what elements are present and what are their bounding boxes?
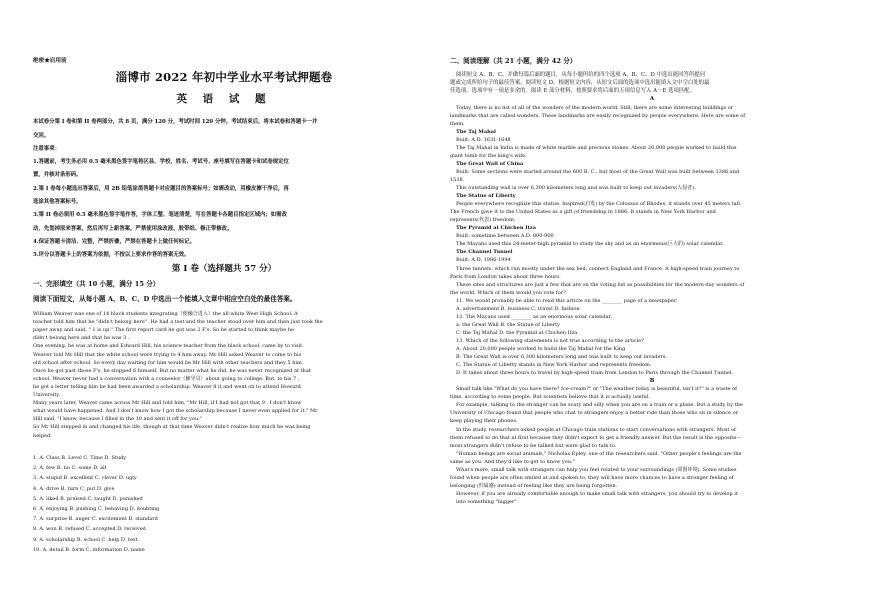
section-title: The Great Wall of China bbox=[456, 160, 524, 167]
passage-line: what would have happened. And I don't know how I got the scholarship because I never even applied for it." Mr bbox=[33, 408, 318, 415]
option-line: 1. A. Class B. Level C. Time D. Study bbox=[33, 455, 127, 461]
question-line: A. About 20,000 people worked to build the Taj Mahal for the King. bbox=[456, 346, 627, 352]
passage-a-line: The French gave it to the United States as a gift of friendship in 1886. It stands in New York Harbor and bbox=[450, 209, 716, 216]
passage-line: Once he got past those F's, he stopped 6 himself. But no matter what he did, he was never recognized at that bbox=[33, 367, 311, 374]
passage-a-line: represents(代表) freedom. bbox=[450, 217, 516, 224]
passage-line: Many years later, Weaver came across Mr Hill and told him, "Mr Hill, if I had not got that 9 , I don't know bbox=[33, 400, 302, 407]
option-line: 8. A. won B. refused C. accepted D. received bbox=[33, 526, 146, 533]
built-line: Built: A.D. 1986-1994 bbox=[456, 257, 511, 264]
option-line: 4. A. drive B. turn C. put D. give bbox=[33, 485, 115, 492]
notes-title: 注意事项： bbox=[33, 146, 60, 152]
passage-line: paper away and said, " 1 is up." The first report card he got was 2 F's. So he started to think maybe he bbox=[33, 327, 294, 334]
question-line: 13. Which of the following statements is not true according to the article? bbox=[456, 337, 644, 344]
built-line: Built: A.D. 1631-1648 bbox=[456, 136, 511, 143]
question-line: C. the Taj Mahal D. the Pyramid at Chichen Itza bbox=[456, 329, 578, 336]
question-line: C. The Statue of Liberty stands in New York Harbor and represents freedom. bbox=[456, 362, 652, 369]
passage-a-line: giant tomb for the king's wife. bbox=[450, 152, 527, 159]
passage-b-line: time, according to some people. But scientists believe that it is actually useful. bbox=[450, 394, 650, 401]
section-title: The Pyramid at Chichen Itza bbox=[456, 225, 537, 232]
note-line: 3.第 II 卷必须用 0.5 毫米黑色签字笔作答，字体工整、笔迹清楚，写在答题卡各题目指定区域内；如需改 bbox=[33, 212, 287, 218]
passage-line: So Mr Hill stepped in and changed his life, though at that time Weaver didn't realize how much he was being bbox=[33, 424, 311, 431]
passage-a-label: A bbox=[649, 96, 655, 102]
passage-a-line: them. bbox=[450, 120, 465, 127]
option-line: 9. A. scholarship B. school C. help D. test bbox=[33, 536, 138, 543]
passage-b-label: B bbox=[649, 378, 655, 385]
question-line: a. the Great Wall B. the Statue of Liberty bbox=[456, 321, 560, 328]
passage-b-line: For example, talking to the stranger can be scary and silly when you are on a train or a plane. But a study by the bbox=[456, 402, 743, 409]
note-line: 2.第 I 卷每小题选出答案后，用 2B 铅笔涂黑答题卡对应题目的答案标号；如需改动，用橡皮擦干净后，再 bbox=[33, 186, 289, 192]
passage-line: school. Weaver never had a conversation with a counselor（辅导员）about going to college. But, to his 7 , bbox=[33, 375, 300, 382]
option-line: 6. A. enjoying B. pushing C. behaving D. doubting bbox=[33, 506, 160, 512]
section-title: The Taj Mahal bbox=[456, 128, 496, 135]
question-line: A. advertisement B. business C. travel D. fashion bbox=[456, 305, 580, 312]
passage-b-line: most strangers didn't refuse to be talked but were glad to talk to. bbox=[450, 442, 617, 449]
secret-label: 绝密★启用前 bbox=[33, 58, 67, 64]
passage-line: old school after school. So every day waiting for him would be Mr Hill with other teachers and they 5 him. bbox=[33, 359, 304, 366]
question-line: 11. We would probably be able to read this article on the ________ page of a newspaper. bbox=[456, 297, 678, 304]
passage-a-line: Three tunnels, which run mostly under the sea bed, connect England and France. A high-speed train journey to bbox=[456, 265, 740, 272]
passage-line: William Weaver was one of 14 black students integrating（使融合进入）the all-white West High School. A bbox=[33, 311, 298, 317]
passage-b-line: What's more, small talk with strangers can help you feel related to your surroundings (周围环境). Some studies bbox=[456, 466, 737, 473]
passage-b-line: keep playing their phones. bbox=[450, 418, 518, 425]
passage-a-line: Built: Some sections were started around the 600 B. C., but most of the Great Wall was built between 1386 and bbox=[456, 168, 740, 175]
passage-a-line: These sites and structures are just a few that are on the voting list as possibilities for the modern-day wonders of bbox=[456, 281, 745, 288]
passage-a-line: Paris from London takes about three hours. bbox=[450, 273, 561, 280]
note-line: 置，并核对条形码。 bbox=[33, 172, 82, 178]
passage-a-line: Built: sometime between A.D. 800-900 bbox=[456, 233, 554, 240]
passage-line: didn't belong here and that he was 3 . bbox=[33, 335, 130, 342]
passage-b-line: found when people are often smiled at and spoken to, they will have more chances to have a stronger feeling of bbox=[450, 474, 734, 481]
section-title: The Statue of Liberty bbox=[456, 193, 516, 200]
question-line: 12. The Mayans used ________ as an enormous solar calendar. bbox=[456, 313, 612, 320]
reading-direction: 题或完成所给句子的最佳答案。阅读短文 D，根据短文内容，从短文后面的选项中选出能填入文中空白处的最 bbox=[450, 80, 710, 86]
option-line: 3. A. stupid B. excellent C. clever D. ugly bbox=[33, 475, 137, 482]
passage-a-line: People everywhere recognize this statue. Inspired(启发) by the Colossus of Rhodes, it stands over 45 meters tall. bbox=[456, 201, 742, 208]
section-title: The Channel Tunnel bbox=[456, 249, 513, 256]
note-line: 5.评分以答题卡上的答案为依据，不按以上要求作答的答案无效。 bbox=[33, 252, 190, 258]
option-line: 10. A. detail B. form C. information D. name bbox=[33, 546, 145, 553]
passage-a-line: This outstanding wall is over 6,300 kilometers long and was built to keep out invaders(入侵者). bbox=[456, 185, 696, 191]
passage-line: Weaver told Mr Hill that the white school were trying to 4 him away. Mr Hill asked Weaver to come to his bbox=[33, 351, 302, 358]
passage-a-line: 1538. bbox=[450, 176, 465, 183]
option-line: 7. A. surprise B. anger C. excitement D. standard bbox=[33, 516, 158, 523]
passage-b-line: belonging (归属感) instead of feeling like they are being forgotten. bbox=[450, 482, 618, 489]
option-line: 2. A. few B. no C. some D. all bbox=[33, 465, 107, 472]
passage-b-line: However, if you are already comfortable enough to make small talk with strangers, you should try to develop it bbox=[456, 490, 738, 497]
passage-line: teacher told him that he "didn't belong here". He had a test and the teacher stood over him and then just took the bbox=[33, 319, 323, 326]
option-line: 5. A. liked B. praised C. taught D. punished bbox=[33, 495, 143, 502]
question-line: B. The Great Wall is over 6,300 kilometers long and was built to keep out invaders. bbox=[456, 354, 667, 361]
passage-b-line: Small talk like "What do you have there? Ice-cream?" or "The weather today is beautiful, isn't it?" is a waste of bbox=[456, 386, 737, 393]
passage-b-line: them refused to do that at first because they didn't expect to get a friendly answer. But the result is the opposite— bbox=[450, 434, 742, 441]
passage-b-line: University of Chicago found that people who chat to strangers enjoy a better ride than those who sit in silence or bbox=[450, 410, 738, 417]
note-line: 4.保证答题卡清洁、完整，严禁折叠，严禁在答题卡上做任何标记。 bbox=[33, 239, 195, 245]
cloze-direction: 阅读下面短文，从每小题 A、B、C、D 中选出一个能填入文章中相应空白处的最佳答案。 bbox=[33, 295, 297, 303]
question-line: D. It takes about three hours to travel by high-speed train from London to Paris through the Channel Tunnel. bbox=[456, 370, 734, 377]
passage-a-line: The Taj Mahal in India is made of white marble and precious stones. About 20,000 people worked to build this bbox=[456, 144, 737, 151]
note-line: 1.答题前，考生务必用 0.5 毫米黑色签字笔将区县、学校、姓名、考试号、座号填写在答题卡和试卷规定位 bbox=[33, 159, 289, 165]
reading-heading: 二、阅读理解（共 21 小题，满分 42 分） bbox=[450, 57, 577, 65]
passage-line: he got a letter telling him he had been awarded a scholarship. Weaver 8 it and went on to attend Howard bbox=[33, 383, 301, 390]
note-line: 动，先划掉原来答案，然后再写上新答案。严禁使用涂改液、胶带纸、修正带修改。 bbox=[33, 226, 233, 232]
passage-a-line: The Mayans used this 24-meter-high pyramid to study the sky and as an enormous(巨大的) solar calendar. bbox=[456, 241, 724, 248]
passage-line: helped. bbox=[33, 432, 52, 439]
passage-a-line: landmarks that are called wonders. These landmarks are easily recognized by people everywhere. Here are some of bbox=[450, 112, 746, 119]
passage-b-line: In the study, researchers asked people at Chicago train stations to start conversations with strangers. Most of bbox=[456, 426, 736, 433]
passage-a-line: Today, there is no list of all of the wonders of the modern world. Still, there are some interesting buildings or bbox=[456, 104, 734, 111]
passage-b-line: into something "bigger". bbox=[456, 498, 519, 505]
passage-b-line: same as you. And they'd like to get to know you." bbox=[450, 458, 575, 465]
exam-subtitle: 英 语 试 题 bbox=[176, 93, 272, 105]
reading-direction: 佳选项。选项中有一项是多余的。阅读 E 部分材料，按照要求将后面的五项信息写入 A～E 选项匹配。 bbox=[450, 88, 696, 94]
passage-line: One evening, he was at home and Edward Hill, his science teacher from the black school, came by to visit. bbox=[33, 343, 304, 350]
passage-b-line: "Human beings are social animals," Nicholas Epley, one of the researchers said. "Other people's feelings are the bbox=[456, 450, 742, 457]
passage-line: Hill said, "I know, because I filled in the 10 and sent it off for you." bbox=[33, 416, 202, 423]
passage-line: University. bbox=[33, 392, 61, 398]
cloze-heading: 一、完形填空（共 10 小题，满分 15 分） bbox=[33, 280, 160, 288]
part1-title: 第 I 卷（选择题共 57 分） bbox=[171, 264, 277, 274]
reading-direction: 阅读短文 A、B、C，并做每篇后面的题目，从每小题所给的四个选项 A、B、C、D 中选出能回答所提问 bbox=[456, 72, 706, 78]
note-line: 选涂其他答案标号。 bbox=[33, 199, 82, 205]
intro-line: 本试卷分第 I 卷和第 II 卷两部分，共 8 页，满分 120 分，考试时间 120 分钟。考试结束后，将本试卷和答题卡一并 bbox=[33, 119, 318, 125]
passage-a-line: the world. Which of them would you vote for? bbox=[450, 289, 566, 296]
exam-title: 淄博市 2022 年初中学业水平考试押题卷 bbox=[115, 70, 333, 84]
intro-line: 交回。 bbox=[33, 133, 50, 139]
